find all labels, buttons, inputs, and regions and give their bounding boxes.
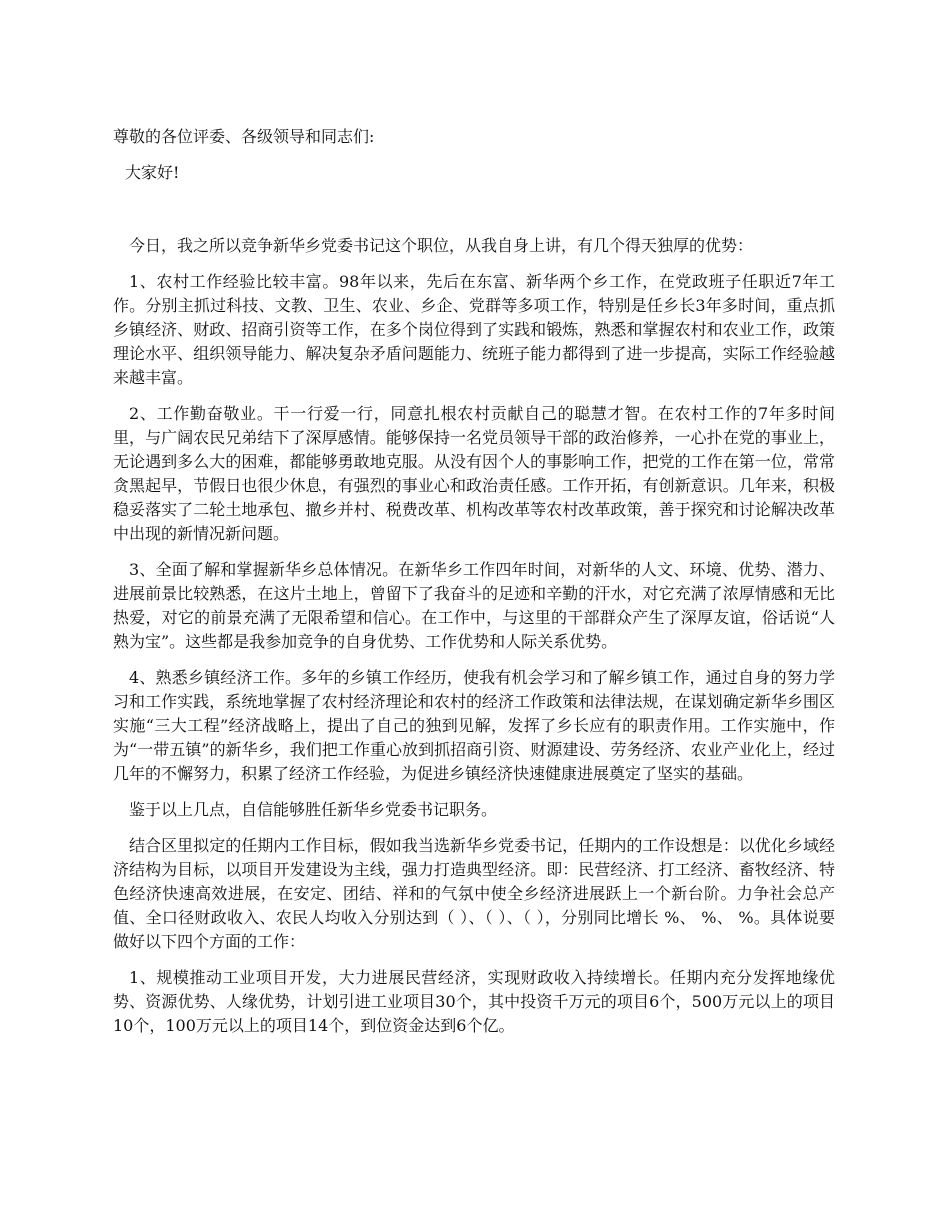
paragraph-plan: 结合区里拟定的任期内工作目标，假如我当选新华乡党委书记，任期内的工作设想是：以优化乡域经济结构为目标，以项目开发建设为主线，强力打造典型经济。即：民营经济、打工经济、畜牧经济、特色经济快速高效进展，在安定、团结、祥和的气氛中使全乡经济进展跃上一个新台阶。力争社会总产值、全口径财政收入、农民人均收入分别达到（ ）、（ ）、（ ），分别同比增长 %、 %、 %。具体说要做好以下四个方面的工作： [113, 836, 835, 951]
greeting: 大家好! [125, 163, 180, 182]
paragraph-intro: 今日，我之所以竞争新华乡党委书记这个职位，从我自身上讲，有几个得天独厚的优势： [129, 236, 754, 255]
salutation: 尊敬的各位评委、各级领导和同志们: [113, 127, 375, 146]
paragraph-conclusion: 鉴于以上几点，自信能够胜任新华乡党委书记职务。 [129, 800, 498, 819]
paragraph-plan-item-1: 1、规模推动工业项目开发，大力进展民营经济，实现财政收入持续增长。任期内充分发挥地缘优势、资源优势、人缘优势，计划引进工业项目30个，其中投资千万元的项目6个，500万元以上的项目10个，100万元以上的项目14个，到位资金达到6个亿。 [113, 968, 835, 1035]
paragraph-advantage-3: 3、全面了解和掌握新华乡总体情况。在新华乡工作四年时间，对新华的人文、环境、优势、潜力、进展前景比较熟悉，在这片土地上，曾留下了我奋斗的足迹和辛勤的汗水，对它充满了浓厚情感和无比热爱，对它的前景充满了无限希望和信心。在工作中，与这里的干部群众产生了深厚友谊，俗话说“人熟为宝”。这些都是我参加竞争的自身优势、工作优势和人际关系优势。 [113, 560, 835, 651]
paragraph-advantage-4: 4、熟悉乡镇经济工作。多年的乡镇工作经历，使我有机会学习和了解乡镇工作，通过自身的努力学习和工作实践，系统地掌握了农村经济理论和农村的经济工作政策和法律法规，在谋划确定新华乡围区实施“三大工程”经济战略上，提出了自己的独到见解，发挥了乡长应有的职责作用。工作实施中，作为“一带五镇”的新华乡，我们把工作重心放到抓招商引资、财源建设、劳务经济、农业产业化上，经过几年的不懈努力，积累了经济工作经验，为促进乡镇经济快速健康进展奠定了坚实的基础。 [113, 668, 835, 783]
document-body [113, 234, 835, 1050]
paragraph-advantage-2: 2、工作勤奋敬业。干一行爱一行，同意扎根农村贡献自己的聪慧才智。在农村工作的7年多时间里，与广阔农民兄弟结下了深厚感情。能够保持一名党员领导干部的政治修养，一心扑在党的事业上，无论遇到多么大的困难，都能够勇敢地克服。从没有因个人的事影响工作，把党的工作在第一位，常常贪黑起早，节假日也很少休息，有强烈的事业心和政治责任感。工作开拓，有创新意识。几年来，积极稳妥落实了二轮土地承包、撤乡并村、税费改革、机构改革等农村改革政策，善于探究和讨论解决改革中出现的新情况新问题。 [113, 404, 835, 543]
paragraph-advantage-1: 1、农村工作经验比较丰富。98年以来，先后在东富、新华两个乡工作，在党政班子任职近7年工作。分别主抓过科技、文教、卫生、农业、乡企、党群等多项工作，特别是任乡长3年多时间，重点抓乡镇经济、财政、招商引资等工作，在多个岗位得到了实践和锻炼，熟悉和掌握农村和农业工作，政策理论水平、组织领导能力、解决复杂矛盾问题能力、统班子能力都得到了进一步提高，实际工作经验越来越丰富。 [113, 272, 835, 387]
